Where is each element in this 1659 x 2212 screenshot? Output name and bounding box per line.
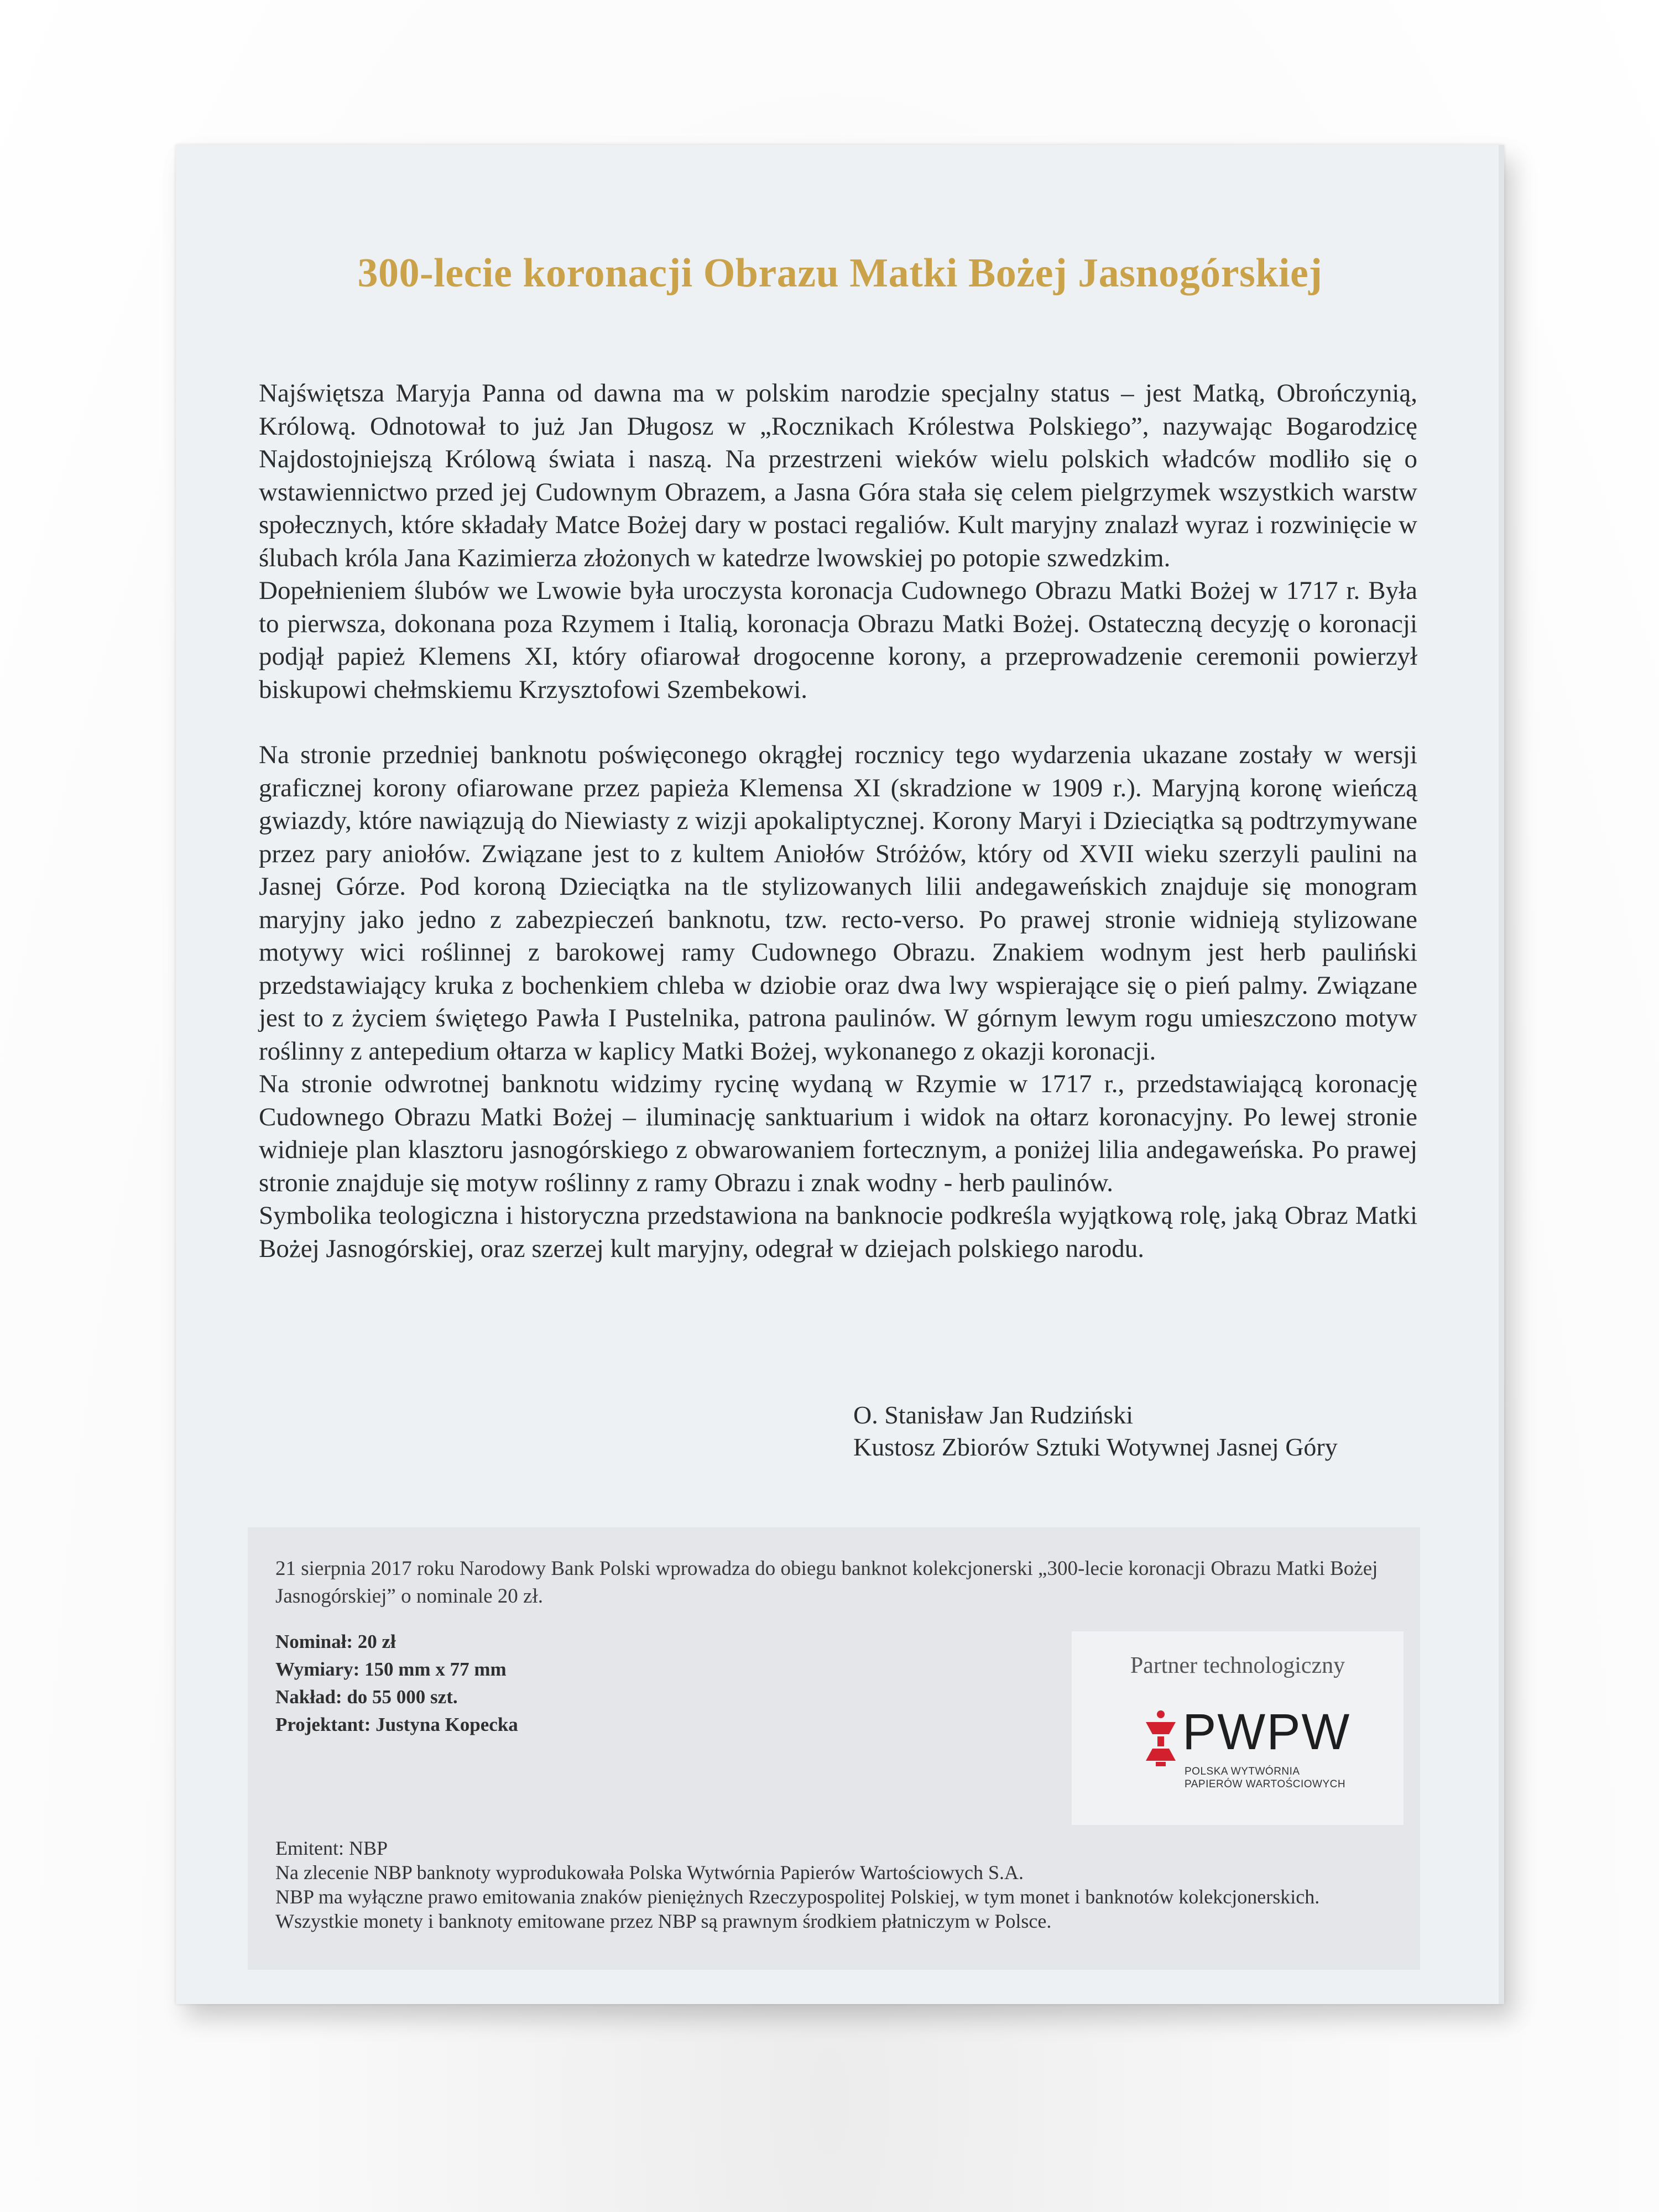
issuer-footer (275, 1836, 1404, 1933)
footer-producer: Na zlecenie NBP banknoty wyprodukowała Polska Wytwórnia Papierów Wartościowych S.A. (275, 1861, 1024, 1884)
signature-name: O. Stanisław Jan Rudziński (853, 1401, 1133, 1429)
signature-block (853, 1399, 1434, 1463)
partner-logo-name: PWPW (1182, 1704, 1351, 1760)
spec-dimensions: Wymiary: 150 mm x 77 mm (275, 1658, 507, 1680)
spec-mintage: Nakład: do 55 000 szt. (275, 1686, 458, 1708)
banknote-info-box (248, 1527, 1420, 1970)
spec-designer: Projektant: Justyna Kopecka (275, 1714, 518, 1735)
article-body (259, 377, 1417, 1265)
paragraph-4: Na stronie odwrotnej banknotu widzimy rycinę wydaną w Rzymie w 1717 r., przedstawiającą koronację Cudownego Obrazu Matki Bożej – iluminację sanktuarium i widok na ołtarz koronacyjny. Po lewej stronie widnieje plan klasztoru jasnogórskiego z obwarowaniem fortecznym, a poniżej lilia andegaweńska. Po prawej stronie znajduje się motyw roślinny z ramy Obrazu i znak wodny - herb paulinów. (259, 1070, 1417, 1197)
page-title: 300-lecie koronacji Obrazu Matki Bożej Jasnogórskiej (357, 251, 1323, 296)
partner-panel (1072, 1631, 1404, 1825)
paragraph-1: Najświętsza Maryja Panna od dawna ma w polskim narodzie specjalny status – jest Matką, Obrończynią, Królową. Odnotował to już Jan Długosz w „Rocznikach Królestwa Polskiego”, nazywając Bogarodzicę Najdostojniejszą Królową świata i naszą. Na przestrzeni wieków wielu polskich władców modliło się o wstawiennictwo przed jej Cudownym Obrazem, a Jasna Góra stała się celem pielgrzymek wszystkich warstw społecznych, które składały Matce Bożej dary w postaci regaliów. Kult maryjny znalazł wyraz i rozwinięcie w ślubach króla Jana Kazimierza złożonych w katedrze lwowskiej po potopie szwedzkim. (259, 379, 1417, 572)
announcement-text: 21 sierpnia 2017 roku Narodowy Bank Polski wprowadza do obiegu banknot kolekcjonerski „300-lecie koronacji Obrazu Matki Bożej Jasnogórskiej” o nominale 20 zł. (275, 1557, 1378, 1608)
partner-logo-sub-line2: PAPIERÓW WARTOŚCIOWYCH (1185, 1778, 1346, 1790)
banknote-specs (275, 1628, 773, 1739)
paragraph-2: Dopełnieniem ślubów we Lwowie była uroczysta koronacja Cudownego Obrazu Matki Bożej w 1717 r. Była to pierwsza, dokonana poza Rzymem i Italią, koronacja Obrazu Matki Bożej. Ostateczną decyzję o koronacji podjął papież Klemens XI, który ofiarował drogocenne korony, a przeprowadzenie ceremonii powierzył biskupowi chełmskiemu Krzysztofowi Szembekowi. (259, 576, 1417, 704)
spec-denomination: Nominał: 20 zł (275, 1631, 396, 1652)
partner-label: Partner technologiczny (1130, 1653, 1345, 1678)
paragraph-5: Symbolika teologiczna i historyczna przedstawiona na banknocie podkreśla wyjątkową rolę, jaką Obraz Matki Bożej Jasnogórskiej, oraz szerzej kult maryjny, odegrał w dziejach polskiego narodu. (259, 1201, 1417, 1263)
pwpw-logo-icon (1144, 1710, 1178, 1767)
signature-role: Kustosz Zbiorów Sztuki Wotywnej Jasnej Góry (853, 1433, 1338, 1461)
brochure-page (176, 145, 1504, 2004)
paragraph-3: Na stronie przedniej banknotu poświęconego okrągłej rocznicy tego wydarzenia ukazane zostały w wersji graficznej korony ofiarowane przez papieża Klemensa XI (skradzione w 1909 r.). Maryjną koronę wieńczą gwiazdy, które nawiązują do Niewiasty z wizji apokaliptycznej. Korony Maryi i Dzieciątka są podtrzymywane przez pary aniołów. Związane jest to z kultem Aniołów Stróżów, który od XVII wieku szerzyli paulini na Jasnej Górze. Pod koroną Dzieciątka na tle stylizowanych lilii andegaweńskich znajduje się monogram maryjny jako jedno z zabezpieczeń banknotu, tzw. recto-verso. Po prawej stronie widnieją stylizowane motywy wici roślinnej z barokowej ramy Cudownego Obrazu. Znakiem wodnym jest herb pauliński przedstawiający kruka z bochenkiem chleba w dziobie oraz dwa lwy wspierające się o pień palmy. Związane jest to z życiem świętego Pawła I Pustelnika, patrona paulinów. W górnym lewym rogu umieszczono motyw roślinny z antepedium ołtarza w kaplicy Matki Bożej, wykonanego z okazji koronacji. (259, 740, 1417, 1066)
partner-logo-subtitle (1185, 1765, 1367, 1791)
partner-logo-sub-line1: POLSKA WYTWÓRNIA (1185, 1766, 1300, 1777)
footer-issuer: Emitent: NBP (275, 1837, 388, 1859)
footer-legal: NBP ma wyłączne prawo emitowania znaków pieniężnych Rzeczypospolitej Polskiej, w tym monet i banknotów kolekcjonerskich. Wszystkie monety i banknoty emitowane przez NBP są prawnym środkiem płatniczym w Polsce. (275, 1886, 1320, 1932)
